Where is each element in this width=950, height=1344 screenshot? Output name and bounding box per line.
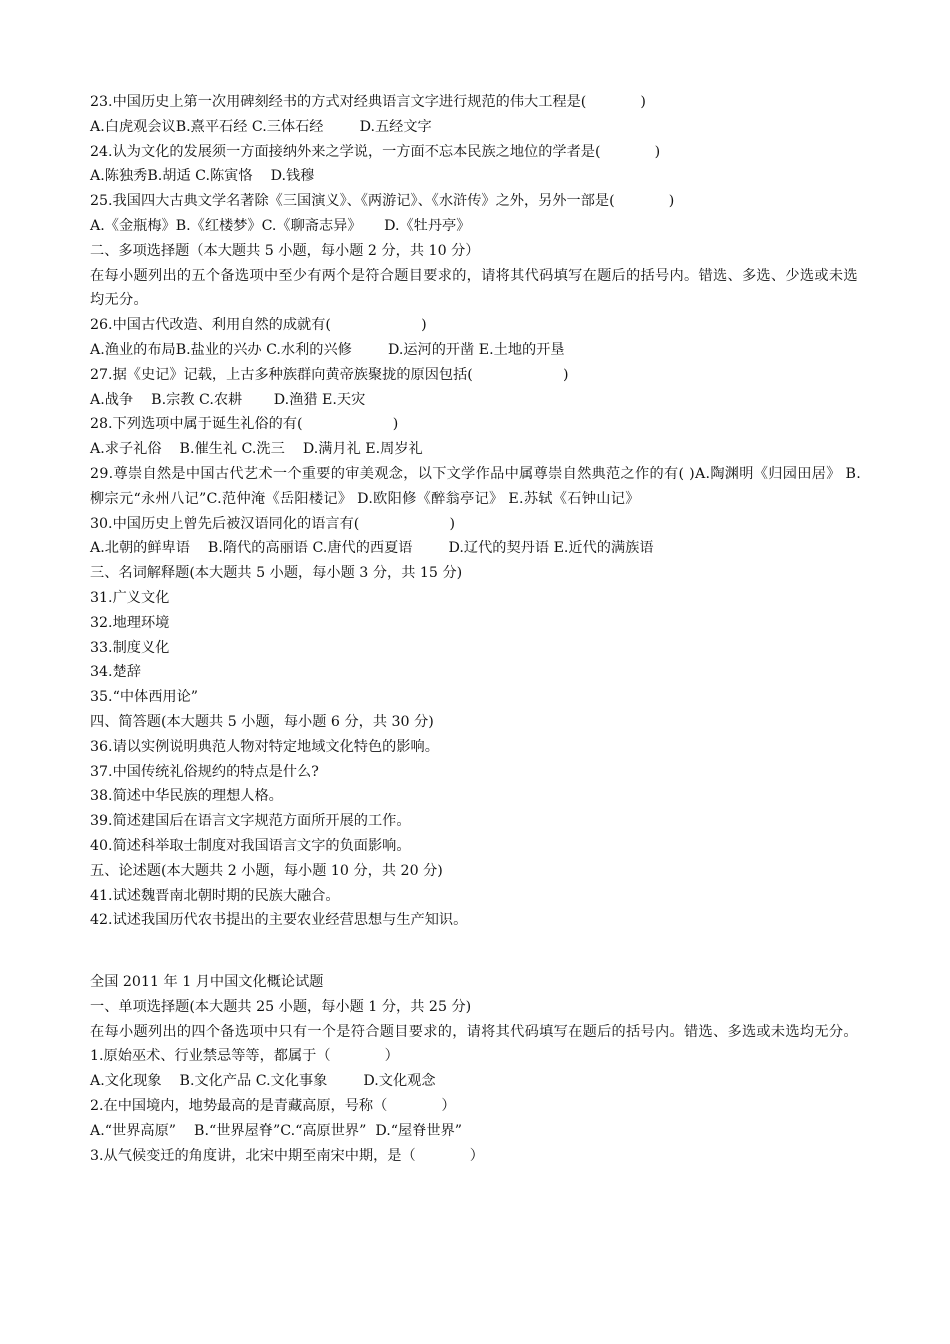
question-42: 42.试述我国历代农书提出的主要农业经营思想与生产知识。 — [90, 912, 468, 929]
section-heading-multiple-choice: 二、多项选择题（本大题共 5 小题，每小题 2 分，共 10 分） — [90, 242, 480, 259]
question-31: 31.广义文化 — [90, 589, 170, 606]
question-39: 39.简述建国后在语言文字规范方面所开展的工作。 — [90, 813, 411, 830]
question-24: 24.认为文化的发展须一方面接纳外来之学说，一方面不忘本民族之地位的学者是( ) — [90, 143, 661, 160]
question-25: 25.我国四大古典文学名著除《三国演义》、《两游记》、《水浒传》之外，另外一部是( ) — [90, 193, 675, 210]
options-2: A.“世界高原” B.“世界屋脊”C.“高原世界” D.“屋脊世界” — [90, 1122, 463, 1139]
question-27: 27.据《史记》记载，上古多种族群向黄帝族聚拢的原因包括( ) — [90, 366, 569, 383]
question-36: 36.请以实例说明典范人物对特定地域文化特色的影响。 — [90, 738, 439, 755]
instructions-multiple-choice: 在每小题列出的五个备选项中至少有两个是符合题目要求的，请将其代码填写在题后的括号内。错选、多选、少选或未选均无分。 — [90, 267, 858, 309]
section-heading-essay: 五、论述题(本大题共 2 小题，每小题 10 分，共 20 分) — [90, 862, 443, 879]
options-26: A.渔业的布局B.盐业的兴办 C.水利的兴修 D.运河的开凿 E.土地的开垦 — [90, 341, 565, 358]
question-2: 2.在中国境内，地势最高的是青藏高原，号称（ ） — [90, 1098, 456, 1115]
question-28: 28.下列选项中属于诞生礼俗的有( ) — [90, 416, 399, 433]
section-heading-single-choice: 一、单项选择题(本大题共 25 小题，每小题 1 分，共 25 分) — [90, 998, 472, 1015]
question-26: 26.中国古代改造、利用自然的成就有( ) — [90, 317, 427, 334]
options-25: A.《金瓶梅》B.《红楼梦》C.《聊斋志异》 D.《牡丹亭》 — [90, 217, 471, 234]
question-34: 34.楚辞 — [90, 664, 141, 681]
options-24: A.陈独秀B.胡适 C.陈寅恪 D.钱穆 — [90, 168, 315, 185]
question-30: 30.中国历史上曾先后被汉语同化的语言有( ) — [90, 515, 456, 532]
section-gap — [90, 933, 870, 970]
question-35: 35.“中体西用论” — [90, 689, 199, 706]
options-28: A.求子礼俗 B.催生礼 C.洗三 D.满月礼 E.周岁礼 — [90, 441, 423, 458]
exam-title: 全国 2011 年 1 月中国文化概论试题 — [90, 974, 324, 991]
question-37: 37.中国传统礼俗规约的特点是什么? — [90, 763, 319, 780]
question-33: 33.制度义化 — [90, 639, 170, 656]
options-30: A.北朝的鲜卑语 B.隋代的高丽语 C.唐代的西夏语 D.辽代的契丹语 E.近代的满族语 — [90, 540, 654, 557]
section-heading-term-explanation: 三、名词解释题(本大题共 5 小题，每小题 3 分，共 15 分) — [90, 565, 463, 582]
question-23: 23.中国历史上第一次用碑刻经书的方式对经典语言文字进行规范的伟大工程是( ) — [90, 94, 646, 110]
options-23: A.白虎观会议B.熹平石经 C.三体石经 D.五经文字 — [90, 118, 432, 135]
question-29: 29.尊崇自然是中国古代艺术一个重要的审美观念，以下文学作品中属尊崇自然典范之作的有( )A.陶渊明《归园田居》 B.柳宗元“永州八记”C.范仲淹《岳阳楼记》 D.欧阳修《醉翁亭记》 E.苏轼《石钟山记》 — [90, 465, 862, 507]
question-40: 40.简述科举取士制度对我国语言文字的负面影响。 — [90, 837, 411, 854]
question-3: 3.从气候变迁的角度讲，北宋中期至南宋中期，是（ ） — [90, 1147, 484, 1164]
question-1: 1.原始巫术、行业禁忌等等，都属于（ ） — [90, 1048, 399, 1065]
question-41: 41.试述魏晋南北朝时期的民族大融合。 — [90, 887, 340, 904]
question-32: 32.地理环境 — [90, 614, 170, 631]
section-heading-short-answer: 四、简答题(本大题共 5 小题，每小题 6 分，共 30 分) — [90, 713, 434, 730]
instructions-single-choice: 在每小题列出的四个备选项中只有一个是符合题目要求的，请将其代码填写在题后的括号内。错选、多选或未选均无分。 — [90, 1023, 858, 1040]
question-38: 38.简述中华民族的理想人格。 — [90, 788, 283, 805]
options-27: A.战争 B.宗教 C.农耕 D.渔猎 E.天灾 — [90, 391, 366, 408]
options-1: A.文化现象 B.文化产品 C.文化事象 D.文化观念 — [90, 1073, 436, 1090]
